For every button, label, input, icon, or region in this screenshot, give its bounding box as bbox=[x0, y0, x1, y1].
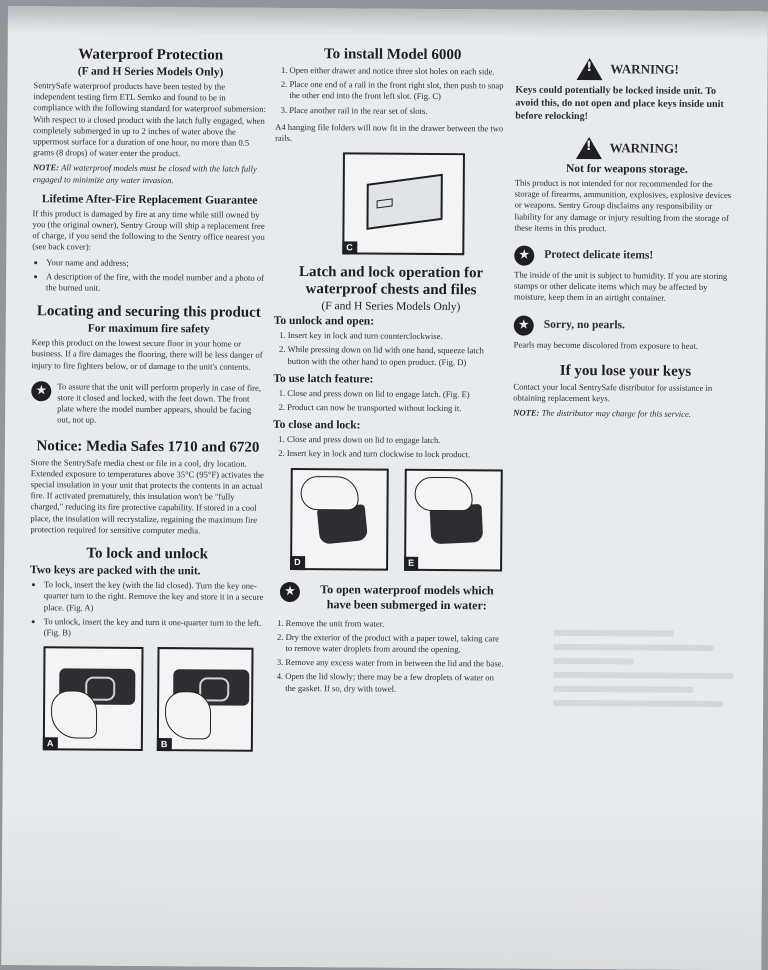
unlock-heading: To unlock and open: bbox=[273, 315, 375, 328]
figure-label: A bbox=[43, 737, 58, 750]
list-item: 2. Dry the exterior of the product with a paper towel, taking care to remove water droplets from around the opening. bbox=[285, 632, 505, 656]
latch-figures bbox=[290, 468, 507, 572]
guarantee-list bbox=[32, 257, 266, 295]
list-item: 3. Remove any excess water from in between the lid and the base. bbox=[285, 657, 505, 670]
waterproof-body: SentrySafe waterproof products have been tested by the independent testing firm ETL Semko and found to be in compliance with the following standard for waterproof submersion: With respect to a closed product with the latch fully engaged, when completely submerged in up to 2 inches of water above the uppermost surface for a duration of one hour, no more than 0.5 grams (8 drops) of water enter the product. bbox=[32, 80, 267, 159]
list-item: 1. Insert key in lock and turn counterclockwise. bbox=[288, 330, 508, 343]
figure-label: E bbox=[404, 557, 418, 570]
unlock-steps bbox=[273, 330, 507, 368]
list-item: 1. Close and press down on lid to engage latch. (Fig. E) bbox=[287, 388, 507, 401]
pearls-header: ★ Sorry, no pearls. bbox=[514, 315, 738, 337]
list-item: 2. While pressing down on lid with one hand, squeeze latch button with the other hand to open product. (Fig. D) bbox=[287, 344, 507, 368]
warning-triangle-icon bbox=[576, 58, 602, 80]
list-item: • To lock, insert the key (with the lid closed). Turn the key one-quarter turn to the right. Remove the key and store it in a secure place. (Fig. A) bbox=[44, 579, 264, 614]
bleed-through bbox=[552, 630, 754, 931]
warning-keys-body: Keys could potentially be locked inside unit. To avoid this, do not open and place keys inside unit before relocking! bbox=[515, 84, 724, 123]
manual-page bbox=[1, 6, 768, 970]
install-title: To install Model 6000 bbox=[323, 46, 462, 64]
lock-subtitle: Two keys are packed with the unit. bbox=[30, 564, 201, 578]
locating-title: Locating and securing this product bbox=[36, 303, 261, 322]
delicate-body: The inside of the unit is subject to humidity. If you are storing stamps or other delicate items which may be affected by moisture, keep them in an airtight container. bbox=[513, 269, 728, 304]
list-item: 1. Open either drawer and notice three slot holes on each side. bbox=[290, 65, 510, 78]
submerged-header bbox=[280, 582, 506, 616]
weapons-subtitle: Not for weapons storage. bbox=[565, 162, 688, 176]
list-item: • A description of the fire, with the model number and a photo of the burned unit. bbox=[46, 271, 266, 295]
media-title: Notice: Media Safes 1710 and 6720 bbox=[36, 437, 260, 456]
warning-heading: ! WARNING! bbox=[515, 137, 739, 161]
column-left bbox=[29, 46, 268, 762]
submerged-title: To open waterproof models which have been submerged in water: bbox=[320, 581, 494, 612]
figure-label: D bbox=[290, 556, 305, 569]
lock-title: To lock and unlock bbox=[86, 545, 209, 563]
keys-note: NOTE: The distributor may charge for this service. bbox=[513, 407, 691, 420]
waterproof-title: Waterproof Protection bbox=[78, 46, 224, 64]
install-after: A4 hanging file folders will now fit in the drawer between the two rails. bbox=[275, 121, 504, 144]
warning-heading: ! WARNING! bbox=[515, 58, 739, 82]
waterproof-subtitle: (F and H Series Models Only) bbox=[77, 65, 224, 79]
close-steps bbox=[273, 434, 507, 461]
star-icon: ★ bbox=[31, 381, 51, 401]
delicate-header: ★ Protect delicate items! bbox=[514, 246, 738, 268]
star-icon: ★ bbox=[514, 246, 534, 266]
locating-star-note: ★ To assure that the unit will perform properly in case of fire, store it closed and locked, with the feet down. The front plate where the model number appears, should be facing out, not up. bbox=[31, 381, 265, 427]
figure-d bbox=[290, 468, 389, 571]
weapons-body: This product is not intended for nor recommended for the storage of firearms, ammunition, explosives, explosive devices or weapons. Sentry Group disclaims any responsibility or liability for any damage or injury resulting from the storage of these items in this product. bbox=[514, 177, 732, 233]
list-item: 2. Product can now be transported without locking it. bbox=[287, 402, 507, 415]
latch-subtitle: (F and H Series Models Only) bbox=[321, 300, 461, 314]
list-item: • To unlock, insert the key and turn it one-quarter turn to the left. (Fig. B) bbox=[44, 616, 264, 640]
list-item: 4. Open the lid slowly; there may be a few droplets of water on the gasket. If so, dry with towel. bbox=[285, 671, 505, 695]
lock-figures bbox=[43, 646, 264, 752]
list-item: 1. Close and press down on lid to engage latch. bbox=[287, 434, 507, 447]
latch-steps bbox=[273, 388, 507, 415]
close-heading: To close and lock: bbox=[273, 419, 361, 432]
drawer-illustration bbox=[366, 174, 442, 230]
list-item: 3. Place another rail in the rear set of slots. bbox=[289, 105, 509, 118]
list-item: 2. Insert key in lock and turn clockwise to lock product. bbox=[287, 448, 507, 461]
list-item: • Your name and address; bbox=[46, 257, 266, 270]
list-item: 1. Remove the unit from water. bbox=[286, 618, 506, 631]
waterproof-note: NOTE: All waterproof models must be closed with the latch fully engaged to minimize any water invasion. bbox=[32, 162, 257, 185]
hand-illustration bbox=[414, 476, 472, 510]
figure-c bbox=[342, 153, 465, 256]
media-body: Store the SentrySafe media chest or file in a cool, dry location. Extended exposure to temperatures above 35°C (95°F) activates the special insulation in your unit that protects the contents in an actual fire. If activated prematurely, this insulation won't be "fully charged," reducing its fire protective capability. If stored in a cool place, the insulation will recrystalize, regaining the maximum fire protection required for sensitive computer media. bbox=[30, 456, 264, 536]
hand-illustration bbox=[165, 691, 211, 739]
latch-title: Latch and lock operation for waterproof chests and files bbox=[298, 264, 484, 299]
figure-a bbox=[43, 646, 144, 751]
locating-body: Keep this product on the lowest secure floor in your home or business. If a fire damages the flooring, there will be less danger of injury to fire fighters below, or of damage to the unit's contents. bbox=[31, 337, 263, 372]
list-item: 2. Place one end of a rail in the front right slot, then push to snap the other end into the front left slot. (Fig. C) bbox=[289, 79, 509, 103]
keys-title: If you lose your keys bbox=[559, 362, 692, 380]
hand-illustration bbox=[51, 690, 97, 738]
hand-illustration bbox=[300, 476, 358, 510]
figure-label: B bbox=[157, 738, 172, 751]
figure-b bbox=[157, 647, 254, 752]
star-icon: ★ bbox=[280, 582, 300, 602]
keys-body: Contact your local SentrySafe distributor for assistance in obtaining replacement keys. bbox=[513, 381, 713, 404]
column-right bbox=[513, 58, 740, 429]
guarantee-body: If this product is damaged by fire at any time while still owned by you (the original owner), Sentry Group will ship a replacement free of charge, if you send the following to the Sentry office nearest you (see back cover): bbox=[32, 208, 265, 253]
locating-subtitle: For maximum fire safety bbox=[87, 322, 210, 336]
guarantee-title: Lifetime After-Fire Replacement Guarantee bbox=[41, 193, 258, 207]
lock-list bbox=[30, 579, 264, 640]
star-icon: ★ bbox=[514, 315, 534, 335]
submerged-steps bbox=[271, 617, 506, 695]
latch-feature-heading: To use latch feature: bbox=[273, 372, 374, 386]
column-middle bbox=[271, 46, 510, 701]
figure-label: C bbox=[342, 241, 357, 254]
pearls-body: Pearls may become discolored from exposure to heat. bbox=[513, 339, 698, 351]
install-steps bbox=[275, 65, 509, 117]
figure-e bbox=[404, 468, 503, 571]
warning-triangle-icon bbox=[576, 137, 602, 159]
